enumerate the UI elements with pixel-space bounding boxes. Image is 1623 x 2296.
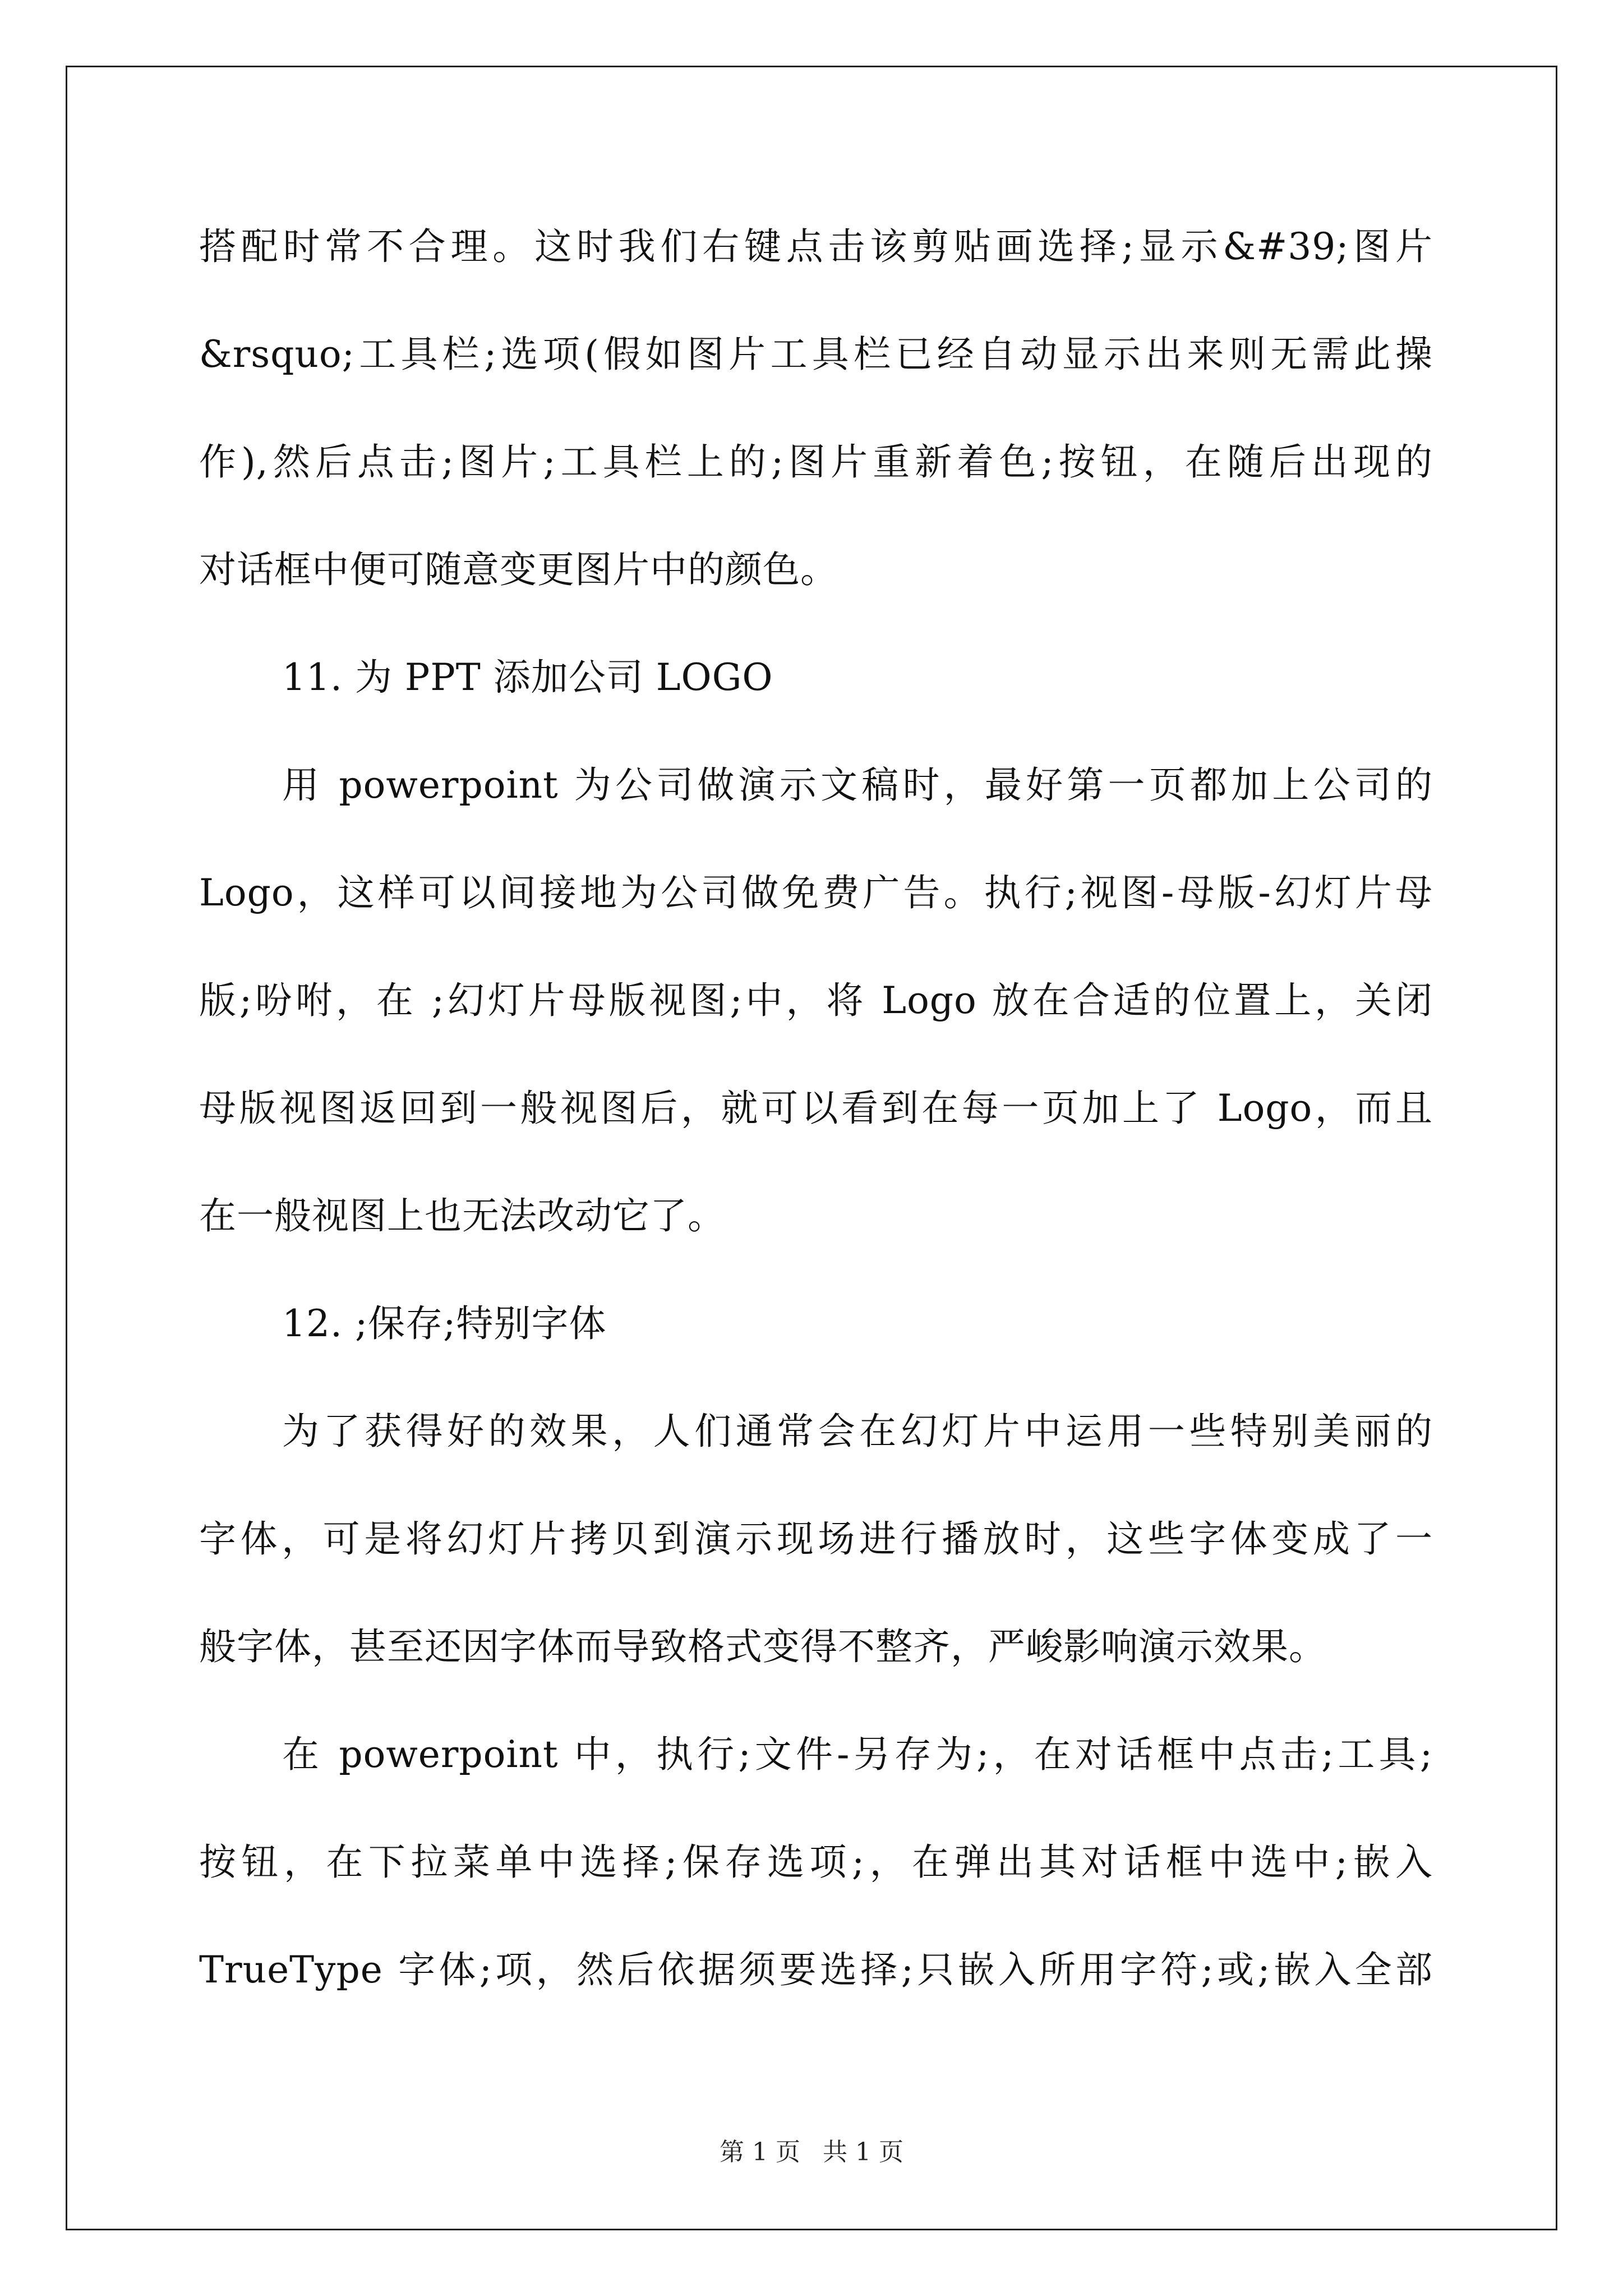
body-line: 字体，可是将幻灯片拷贝到演示现场进行播放时，这些字体变成了一 — [199, 1517, 1433, 1561]
page-footer — [0, 2136, 1623, 2169]
body-line: Logo，这样可以间接地为公司做免费广告。执行;视图-母版-幻灯片母 — [199, 871, 1433, 914]
body-line: 作),然后点击;图片;工具栏上的;图片重新着色;按钮，在随后出现的 — [199, 440, 1433, 484]
document-body — [199, 213, 1433, 2044]
page-number: 第 1 页 — [720, 2138, 800, 2166]
section-heading-11: 11. 为 PPT 添加公司 LOGO — [282, 656, 773, 699]
page-total: 共 1 页 — [823, 2138, 903, 2166]
body-line: 在 powerpoint 中，执行;文件-另存为;，在对话框中点击;工具; — [282, 1733, 1433, 1776]
body-line: 用 powerpoint 为公司做演示文稿时，最好第一页都加上公司的 — [282, 763, 1433, 807]
body-line: 按钮，在下拉菜单中选择;保存选项;，在弹出其对话框中选中;嵌入 — [199, 1841, 1433, 1884]
body-line: &rsquo;工具栏;选项(假如图片工具栏已经自动显示出来则无需此操 — [199, 333, 1433, 376]
body-line: 版;吩咐，在 ;幻灯片母版视图;中，将 Logo 放在合适的位置上，关闭 — [199, 979, 1433, 1022]
body-line: 母版视图返回到一般视图后，就可以看到在每一页加上了 Logo，而且 — [199, 1087, 1433, 1130]
body-line: 为了获得好的效果，人们通常会在幻灯片中运用一些特别美丽的 — [282, 1410, 1433, 1453]
body-line: 般字体，甚至还因字体而导致格式变得不整齐，严峻影响演示效果。 — [199, 1625, 1326, 1668]
body-line: TrueType 字体;项，然后依据须要选择;只嵌入所用字符;或;嵌入全部 — [199, 1948, 1433, 1991]
section-heading-12: 12. ;保存;特别字体 — [282, 1302, 607, 1345]
body-line: 搭配时常不合理。这时我们右键点击该剪贴画选择;显示&#39;图片 — [199, 225, 1433, 268]
body-line: 对话框中便可随意变更图片中的颜色。 — [199, 548, 838, 591]
body-line: 在一般视图上也无法改动它了。 — [199, 1194, 725, 1237]
